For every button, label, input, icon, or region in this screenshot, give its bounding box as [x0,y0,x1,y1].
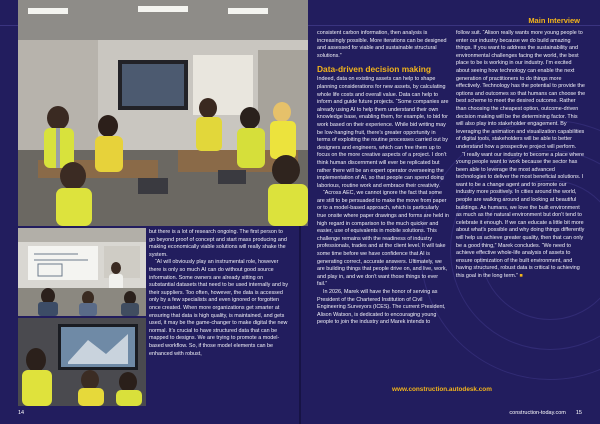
right-text-column [456,30,586,281]
right-footer [509,410,582,416]
lecture-photo-image [18,228,146,316]
paragraph-text: “I really want our industry to become a place where young people want to work because the sector has been able to leverage the most advanced technologies to deliver the most beneficial solutions. I want to be a change agent and to promote our industry more positively. In cities around the world, people are walking around and looking at beautiful buildings. As humans, we love the built environment as much as the natural environment but don’t tend to celebrate it enough. If we can educate a little bit more about what’s possible and why doing things differently will help us achieve greater quality, then that can only be a good thing,” Marek concludes. “We need to achieve effective whole-life analysis of assets to ensure optimization of the built environment, and having structured, robust data is critical to achieving this goal in the long term.” [456,151,585,279]
paragraph: “Across AEC, we cannot ignore the fact that some are still to be persuaded to make the move from paper or to a model-based approach, which is particularly true onsite where paper drawings and forms are held in high regard in comparison to the much quicker and easier, use of equivalents in mobile solutions. This challenge remains with the readiness of industry professionals, trades and at the client level. It will take some time before we have confidence that AI is generating correct, accurate answers. Ultimately, we are building things that people drive on, and live, work, and play in, and we don’t want those things to ever fail.” [317,190,449,288]
right-page-number: 15 [575,410,582,416]
classroom-photo-image [18,0,308,226]
section-heading: Data-driven decision making [317,64,432,75]
middle-text-column [317,30,449,327]
website-link[interactable]: www.construction.autodesk.com [392,386,492,393]
paragraph: Indeed, data on existing assets can help to shape planning considerations for new assets, by calculating whole life costs and overall value. Data can help to inform and guide future projects. “Some companies are already using AI to help them understand their own knowledge base, enabling them, for example, to bid for work based on their experience. While bid writing may be low-hanging fruit, there’s greater opportunity in terms of exploiting the routine processes carried out by designers and engineers, which can free them up to focus on the more creative aspects of a project. I don’t think human discernment will ever be replicated but rather there will be an expert operator overseeing the implementation of AI, so that people can spend doing laborious, routine work and embrace their creativity. [317,76,449,189]
paragraph: “AI will obviously play an instrumental role, however there is only so much AI can do without good source information. Some owners are already sitting on substantial datasets that need to be used internally and by their suppliers. Too often, however, the data is accessed only by a few specialists and even ignored or forgotten once created. When more organizations get smarter at ensuring that data is high quality, is maintained, and gets used, it may be the game-changer to make digital the new normal. It’s crucial to have structured data that can be mapped to designs. We are trying to promote a model-based workflow. So, if those model elements can be enhanced with robust, [149,259,289,357]
end-mark: ■ [519,273,523,279]
paragraph: but there is a lot of research ongoing. The first person to go beyond proof of concept and start mass producing and making economically viable solutions will really shake the system. [149,229,287,258]
left-page-number: 14 [18,410,25,416]
monitor-photo [18,318,146,406]
paragraph [456,152,586,281]
lecture-photo [18,228,146,316]
paragraph: consistent carbon information, then analysis is increasingly possible. More iterations can be designed and assessed for viable and sustainable structural solutions.” [317,30,447,59]
monitor-photo-image [18,318,146,406]
paragraph: follow suit. “Alison really wants more young people to enter our industry because we do build amazing things. If you want to address the sustainability and environmental challenges facing the world, the best place to be is working in our industry. I’m excited about seeing how technology can enable the next generation of practitioners to do things more effectively. Technology has the potential to provide the options and outcomes so that humans can choose the best scheme to meet the desired outcome. Rather than choosing the cheapest option, outcome-driven decision making will be the determining factor. This will also play into stakeholder engagement. By leveraging the animation and visualization capabilities of digital tools, stakeholders will be able to better understand how a prospective project will perform. [456,30,586,150]
site-name[interactable]: construction-today.com [509,410,566,416]
section-label: Main Interview [528,16,580,25]
left-text-column [149,229,289,358]
classroom-photo [18,0,308,226]
paragraph: In 2026, Marek will have the honor of serving as President of the Chartered Institution of Civil Engineering Surveyors (ICES). The current President, Alison Watson, is dedicated to encouraging young people to join the industry and Marek intends to [317,289,446,326]
